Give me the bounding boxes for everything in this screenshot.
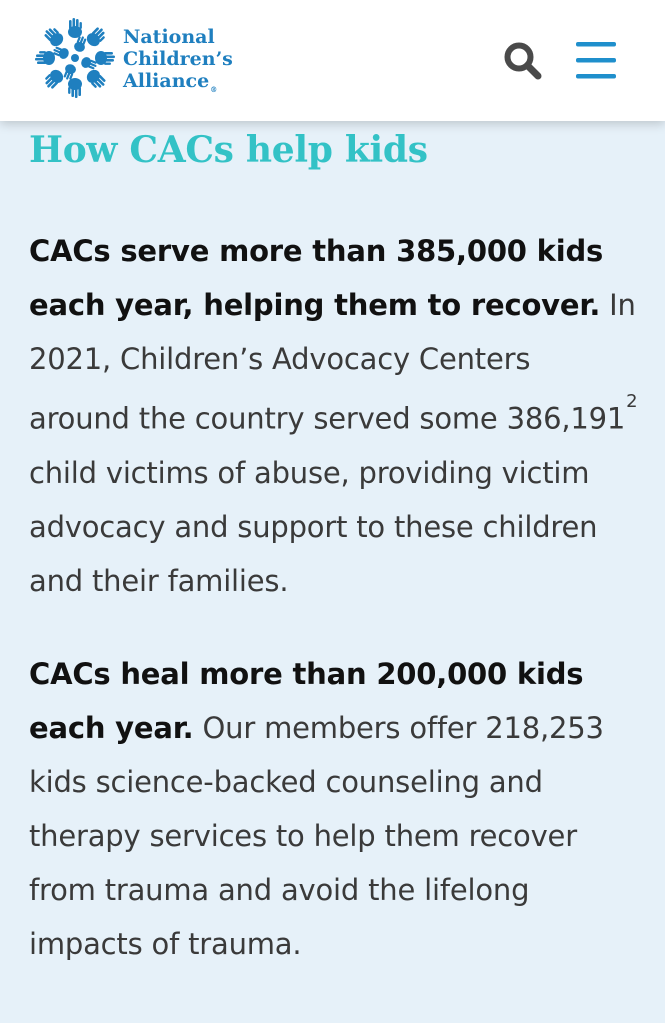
hamburger-menu-icon — [573, 38, 619, 84]
logo-line-childrens: Children’s — [123, 48, 233, 70]
paragraph-lead: CACs serve more than 385,000 kids each year, helping them to recover. — [29, 234, 604, 322]
search-icon — [500, 38, 546, 84]
paragraph-lead: CACs heal more than 200,000 kids each year. — [29, 656, 584, 745]
registered-mark: ® — [210, 85, 218, 94]
stat-paragraph-heal — [29, 647, 639, 971]
menu-button[interactable] — [573, 38, 619, 84]
stat-paragraph-serve — [29, 224, 639, 608]
main-content — [29, 121, 639, 971]
site-header — [0, 0, 665, 121]
logo-line-national: National — [123, 26, 215, 48]
paragraph-body-before: In 2021, Children’s Advocacy Centers around the country served some 386,191 — [29, 288, 636, 436]
logo-line-alliance — [123, 70, 233, 92]
search-button[interactable] — [500, 38, 546, 84]
footnote-link[interactable]: 2 — [626, 391, 638, 412]
logo-wordmark — [123, 26, 233, 92]
logo-line-alliance-text: Alliance — [123, 70, 210, 92]
national-childrens-alliance-logo[interactable] — [33, 16, 233, 100]
section-heading: How CACs help kids — [29, 129, 428, 171]
paragraph-body: Our members offer 218,253 kids science-backed counseling and therapy services to help them recover from trauma and avoid the lifelong impacts of trauma. — [29, 710, 604, 961]
paragraph-body-after: child victims of abuse, providing victim advocacy and support to these children and their families. — [29, 455, 598, 598]
hands-logo-icon — [33, 16, 117, 100]
